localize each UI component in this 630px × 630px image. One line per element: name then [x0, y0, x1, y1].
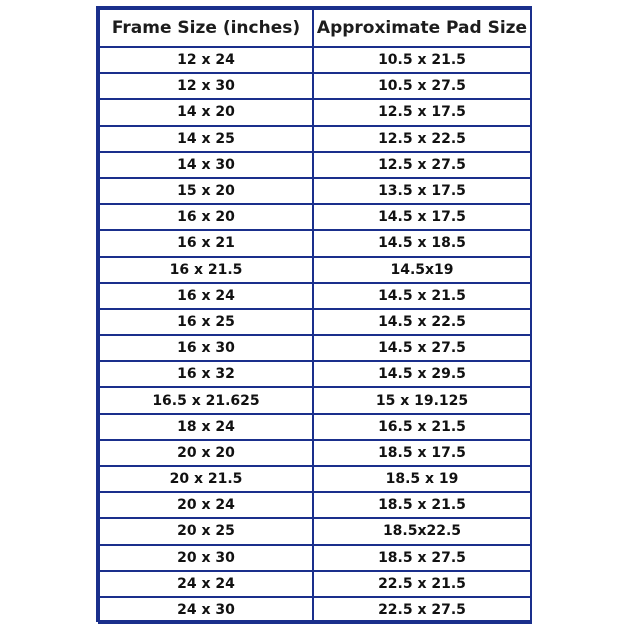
frame-size-cell: 15 x 20: [99, 178, 313, 204]
table-row: [99, 204, 531, 230]
frame-size-cell: 14 x 20: [99, 99, 313, 125]
header-frame-size: Frame Size (inches): [99, 9, 313, 47]
table-row: [99, 545, 531, 571]
pad-size-cell: 18.5 x 27.5: [313, 545, 531, 571]
table-body: [99, 47, 531, 623]
frame-size-cell: 16 x 30: [99, 335, 313, 361]
pad-size-cell: 10.5 x 21.5: [313, 47, 531, 73]
table-row: [99, 47, 531, 73]
pad-size-cell: 12.5 x 27.5: [313, 152, 531, 178]
table-row: [99, 571, 531, 597]
pad-size-cell: 14.5 x 17.5: [313, 204, 531, 230]
frame-size-cell: 20 x 21.5: [99, 466, 313, 492]
table-row: [99, 283, 531, 309]
frame-size-cell: 16 x 25: [99, 309, 313, 335]
table-row: [99, 178, 531, 204]
frame-size-cell: 16 x 21: [99, 230, 313, 256]
pad-size-cell: 18.5 x 17.5: [313, 440, 531, 466]
frame-size-cell: 18 x 24: [99, 414, 313, 440]
pad-size-cell: 14.5x19: [313, 257, 531, 283]
table-header-row: [99, 9, 531, 47]
table-row: [99, 361, 531, 387]
pad-size-cell: 16.5 x 21.5: [313, 414, 531, 440]
frame-pad-size-table: [98, 8, 532, 624]
table-row: [99, 230, 531, 256]
table-row: [99, 335, 531, 361]
frame-size-cell: 16 x 20: [99, 204, 313, 230]
frame-size-cell: 12 x 24: [99, 47, 313, 73]
frame-size-cell: 12 x 30: [99, 73, 313, 99]
pad-size-cell: 14.5 x 21.5: [313, 283, 531, 309]
pad-size-cell: 14.5 x 18.5: [313, 230, 531, 256]
table-row: [99, 518, 531, 544]
frame-size-cell: 16 x 21.5: [99, 257, 313, 283]
frame-size-cell: 20 x 25: [99, 518, 313, 544]
frame-size-cell: 16 x 32: [99, 361, 313, 387]
frame-size-cell: 20 x 24: [99, 492, 313, 518]
frame-size-cell: 14 x 30: [99, 152, 313, 178]
pad-size-cell: 10.5 x 27.5: [313, 73, 531, 99]
frame-size-cell: 24 x 24: [99, 571, 313, 597]
pad-size-cell: 14.5 x 29.5: [313, 361, 531, 387]
table-row: [99, 152, 531, 178]
table-row: [99, 126, 531, 152]
frame-size-cell: 20 x 30: [99, 545, 313, 571]
table-row: [99, 440, 531, 466]
table-row: [99, 99, 531, 125]
pad-size-cell: 13.5 x 17.5: [313, 178, 531, 204]
table-row: [99, 309, 531, 335]
table-row: [99, 257, 531, 283]
table-row: [99, 492, 531, 518]
frame-size-cell: 24 x 30: [99, 597, 313, 623]
pad-size-cell: 22.5 x 21.5: [313, 571, 531, 597]
pad-size-cell: 18.5 x 21.5: [313, 492, 531, 518]
frame-size-cell: 16.5 x 21.625: [99, 387, 313, 413]
pad-size-cell: 22.5 x 27.5: [313, 597, 531, 623]
header-pad-size: Approximate Pad Size: [313, 9, 531, 47]
table-row: [99, 466, 531, 492]
size-chart-container: [96, 6, 532, 622]
pad-size-cell: 12.5 x 17.5: [313, 99, 531, 125]
frame-size-cell: 16 x 24: [99, 283, 313, 309]
pad-size-cell: 14.5 x 27.5: [313, 335, 531, 361]
pad-size-cell: 15 x 19.125: [313, 387, 531, 413]
pad-size-cell: 18.5x22.5: [313, 518, 531, 544]
pad-size-cell: 12.5 x 22.5: [313, 126, 531, 152]
frame-size-cell: 14 x 25: [99, 126, 313, 152]
pad-size-cell: 14.5 x 22.5: [313, 309, 531, 335]
pad-size-cell: 18.5 x 19: [313, 466, 531, 492]
table-row: [99, 414, 531, 440]
table-row: [99, 73, 531, 99]
frame-size-cell: 20 x 20: [99, 440, 313, 466]
table-row: [99, 597, 531, 623]
table-row: [99, 387, 531, 413]
